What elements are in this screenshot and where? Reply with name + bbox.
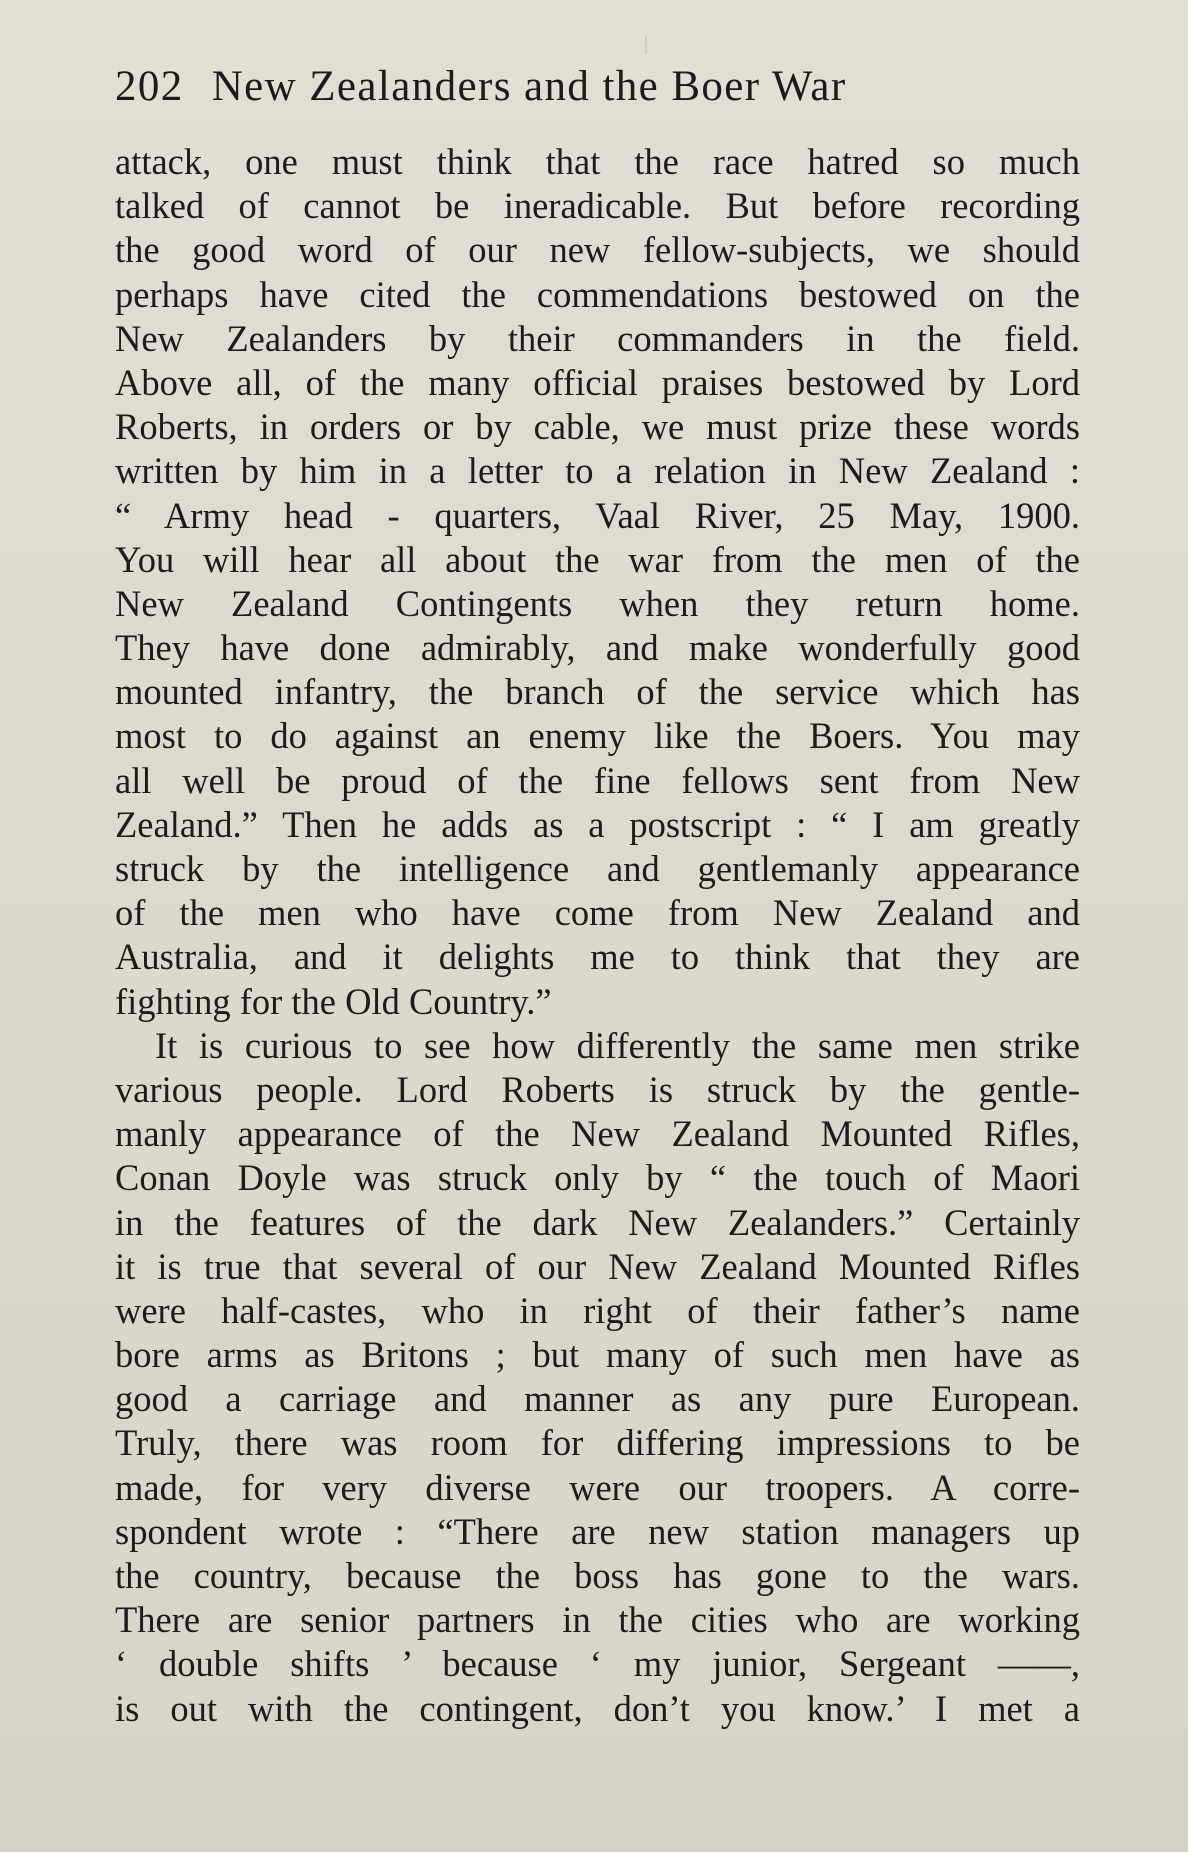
text-line: Above all, of the many official praises bestowed by Lord xyxy=(115,361,1080,403)
text-line: fighting for the Old Country.” xyxy=(115,980,552,1022)
text-line: bore arms as Britons ; but many of such men have as xyxy=(115,1334,1080,1376)
text-line: mounted infantry, the branch of the service which has xyxy=(115,671,1080,713)
text-line: ‘ double shifts ’ because ‘ my junior, Sergeant ——, xyxy=(115,1643,1080,1685)
text-line: Australia, and it delights me to think that they are xyxy=(115,936,1080,978)
body-text xyxy=(115,140,1080,1731)
text-line: attack, one must think that the race hatred so much xyxy=(115,141,1080,182)
text-line: written by him in a letter to a relation in New Zealand : xyxy=(115,450,1080,492)
text-line: Conan Doyle was struck only by “ the touch of Maori xyxy=(115,1157,1080,1199)
text-line: perhaps have cited the commendations bestowed on the xyxy=(115,273,1080,315)
text-line: “ Army head - quarters, Vaal River, 25 May, 1900. xyxy=(115,494,1080,536)
text-line: all well be proud of the fine fellows sent from New xyxy=(115,759,1080,801)
text-line: of the men who have come from New Zealand and xyxy=(115,892,1080,934)
text-line: made, for very diverse were our troopers. A corre- xyxy=(115,1466,1080,1508)
text-line: the good word of our new fellow-subjects, we should xyxy=(115,229,1080,271)
text-line: There are senior partners in the cities who are working xyxy=(115,1599,1080,1641)
scan-mark xyxy=(645,36,647,54)
text-line: is out with the contingent, don’t you know.’ I met a xyxy=(115,1687,1080,1729)
text-line: struck by the intelligence and gentlemanly appearance xyxy=(115,848,1080,889)
running-title: New Zealanders and the Boer War xyxy=(211,63,847,110)
text-line: were half-castes, who in right of their father’s name xyxy=(115,1289,1080,1331)
text-line: various people. Lord Roberts is struck by the gentle- xyxy=(115,1068,1080,1110)
text-line: most to do against an enemy like the Boers. You may xyxy=(115,715,1080,757)
text-line: New Zealand Contingents when they return home. xyxy=(115,582,1080,624)
text-line: They have done admirably, and make wonderfully good xyxy=(115,627,1080,669)
text-line: It is curious to see how differently the same men strike xyxy=(155,1024,1080,1066)
page-number: 202 xyxy=(115,63,184,110)
text-line: Truly, there was room for differing impressions to be xyxy=(115,1422,1080,1464)
text-line: the country, because the boss has gone to the wars. xyxy=(115,1555,1080,1596)
text-line: good a carriage and manner as any pure European. xyxy=(115,1378,1080,1420)
text-line: New Zealanders by their commanders in the field. xyxy=(115,317,1080,359)
text-line: Zealand.” Then he adds as a postscript : “ I am greatly xyxy=(115,803,1080,845)
text-line: talked of cannot be ineradicable. But before recording xyxy=(115,185,1080,227)
text-line: in the features of the dark New Zealanders.” Certainly xyxy=(115,1201,1080,1243)
text-line: it is true that several of our New Zealand Mounted Rifles xyxy=(115,1245,1080,1287)
text-line: Roberts, in orders or by cable, we must prize these words xyxy=(115,406,1080,448)
running-head xyxy=(115,62,1075,111)
text-line: manly appearance of the New Zealand Mounted Rifles, xyxy=(115,1113,1080,1155)
text-line: You will hear all about the war from the men of the xyxy=(115,538,1080,580)
text-line: spondent wrote : “There are new station managers up xyxy=(115,1510,1080,1552)
